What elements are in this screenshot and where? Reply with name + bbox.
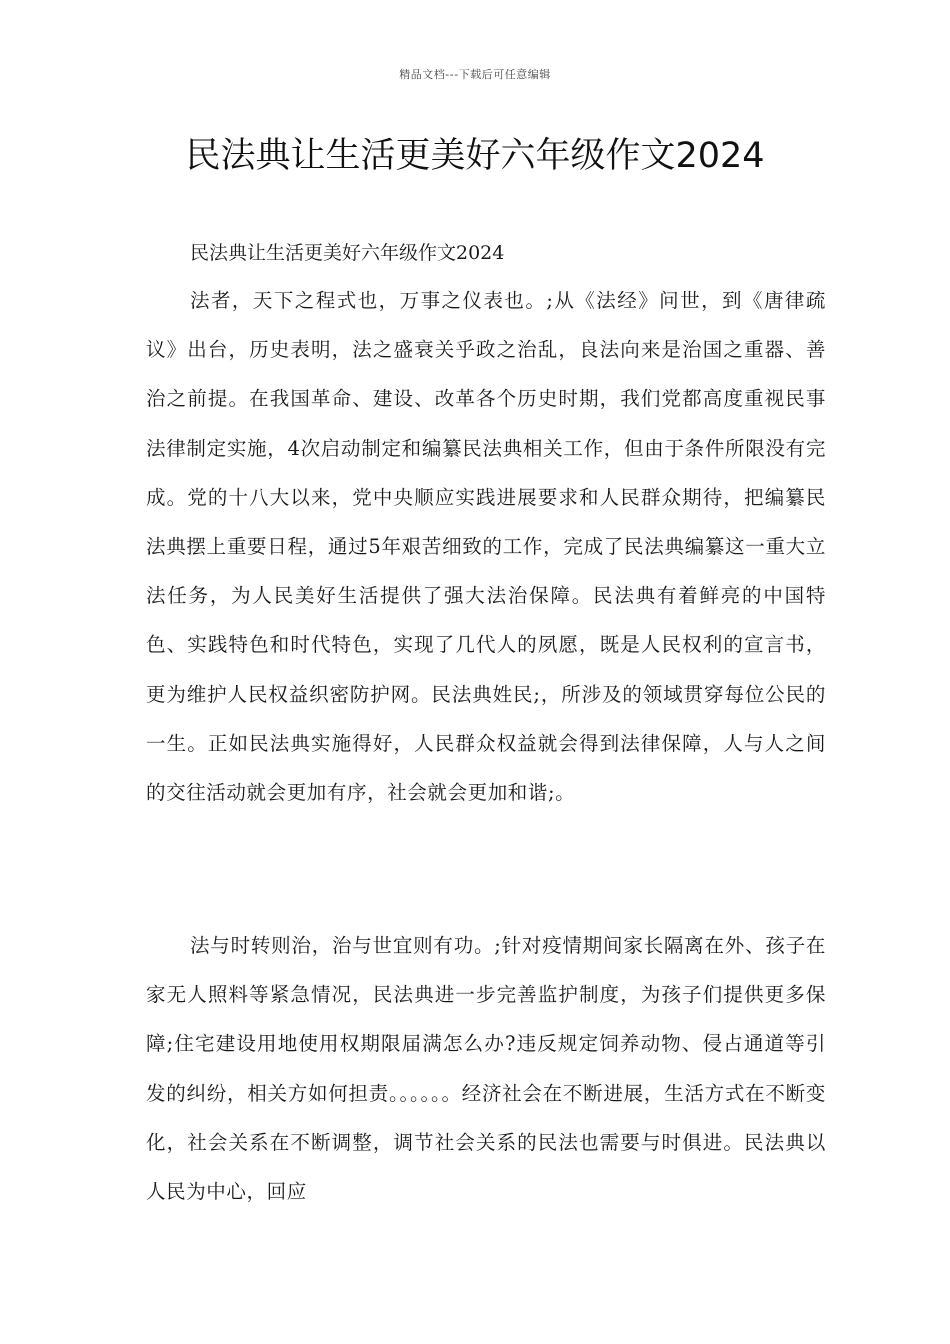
- paragraph-1: 法者，天下之程式也，万事之仪表也。;从《法经》问世，到《唐律疏议》出台，历史表明，法之盛衰关乎政之治乱，良法向来是治国之重器、善治之前提。在我国革命、建设、改革各个历史时期，我们党都高度重视民事法律制定实施，4次启动制定和编纂民法典相关工作，但由于条件所限没有完成。党的十八大以来，党中央顺应实践进展要求和人民群众期待，把编纂民法典摆上重要日程，通过5年艰苦细致的工作，完成了民法典编纂这一重大立法任务，为人民美好生活提供了强大法治保障。民法典有着鲜亮的中国特色、实践特色和时代特色，实现了几代人的夙愿，既是人民权利的宣言书，更为维护人民权益织密防护网。民法典姓民;，所涉及的领域贯穿每位公民的一生。正如民法典实施得好，人民群众权益就会得到法律保障，人与人之间的交往活动就会更加有序，社会就会更加和谐;。: [146, 289, 826, 805]
- page-header: 精品文档---下载后可任意编辑: [399, 68, 551, 81]
- document-title: 民法典让生活更美好六年级作文2024: [185, 136, 765, 176]
- paragraph-2: 法与时转则治，治与世宜则有功。;针对疫情期间家长隔离在外、孩子在家无人照料等紧急情况，民法典进一步完善监护制度，为孩子们提供更多保障;住宅建设用地使用权期限届满怎么办?违反规定饲养动物、侵占通道等引发的纠纷，相关方如何担责。。。。。。经济社会在不断进展，生活方式在不断变化，社会关系在不断调整，调节社会关系的民法也需要与时俱进。民法典以人民为中心，回应: [146, 934, 826, 1204]
- document-subtitle: 民法典让生活更美好六年级作文2024: [190, 242, 505, 264]
